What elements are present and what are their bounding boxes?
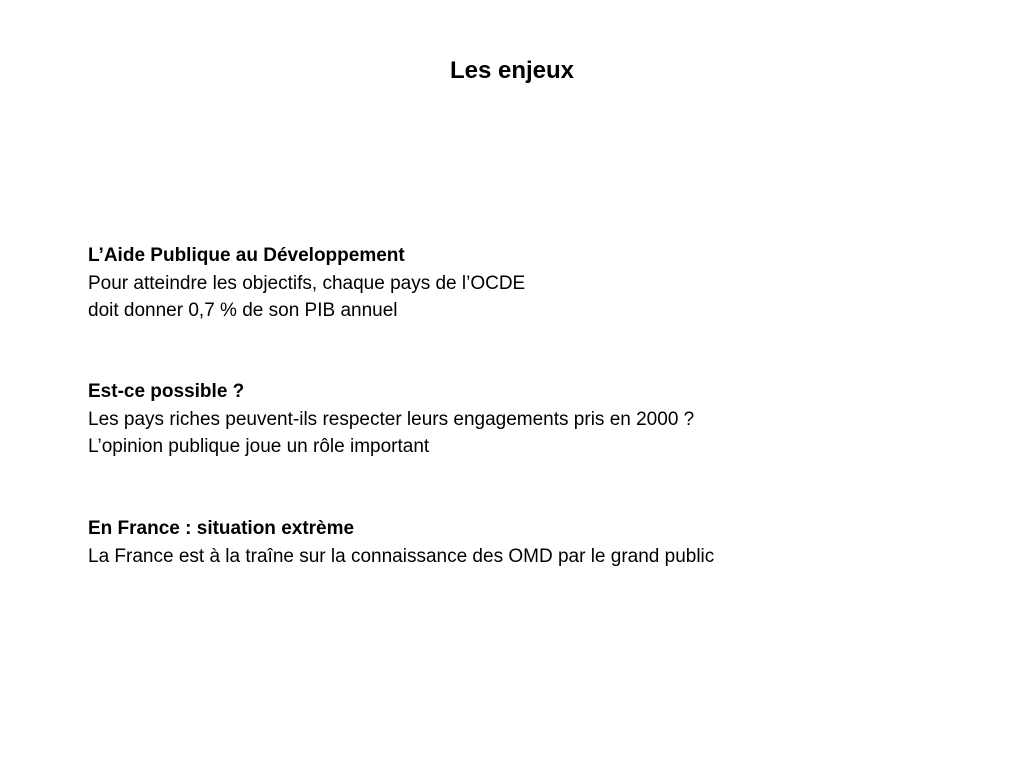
section-text-line: L’opinion publique joue un rôle important: [88, 436, 430, 457]
section-aide-publique: [88, 242, 988, 325]
section-est-ce-possible: [88, 378, 988, 461]
section-heading: Est-ce possible ?: [88, 381, 245, 402]
section-en-france: [88, 515, 988, 570]
section-text-line: Les pays riches peuvent-ils respecter leurs engagements pris en 2000 ?: [88, 408, 695, 430]
section-heading: L’Aide Publique au Développement: [88, 245, 405, 266]
section-text-line: La France est à la traîne sur la connaissance des OMD par le grand public: [88, 545, 715, 567]
section-heading: En France : situation extrème: [88, 518, 355, 539]
slide-title: Les enjeux: [449, 57, 575, 84]
section-text-line: Pour atteindre les objectifs, chaque pays de l’OCDE: [88, 272, 526, 294]
section-text-line: doit donner 0,7 % de son PIB annuel: [88, 300, 398, 321]
